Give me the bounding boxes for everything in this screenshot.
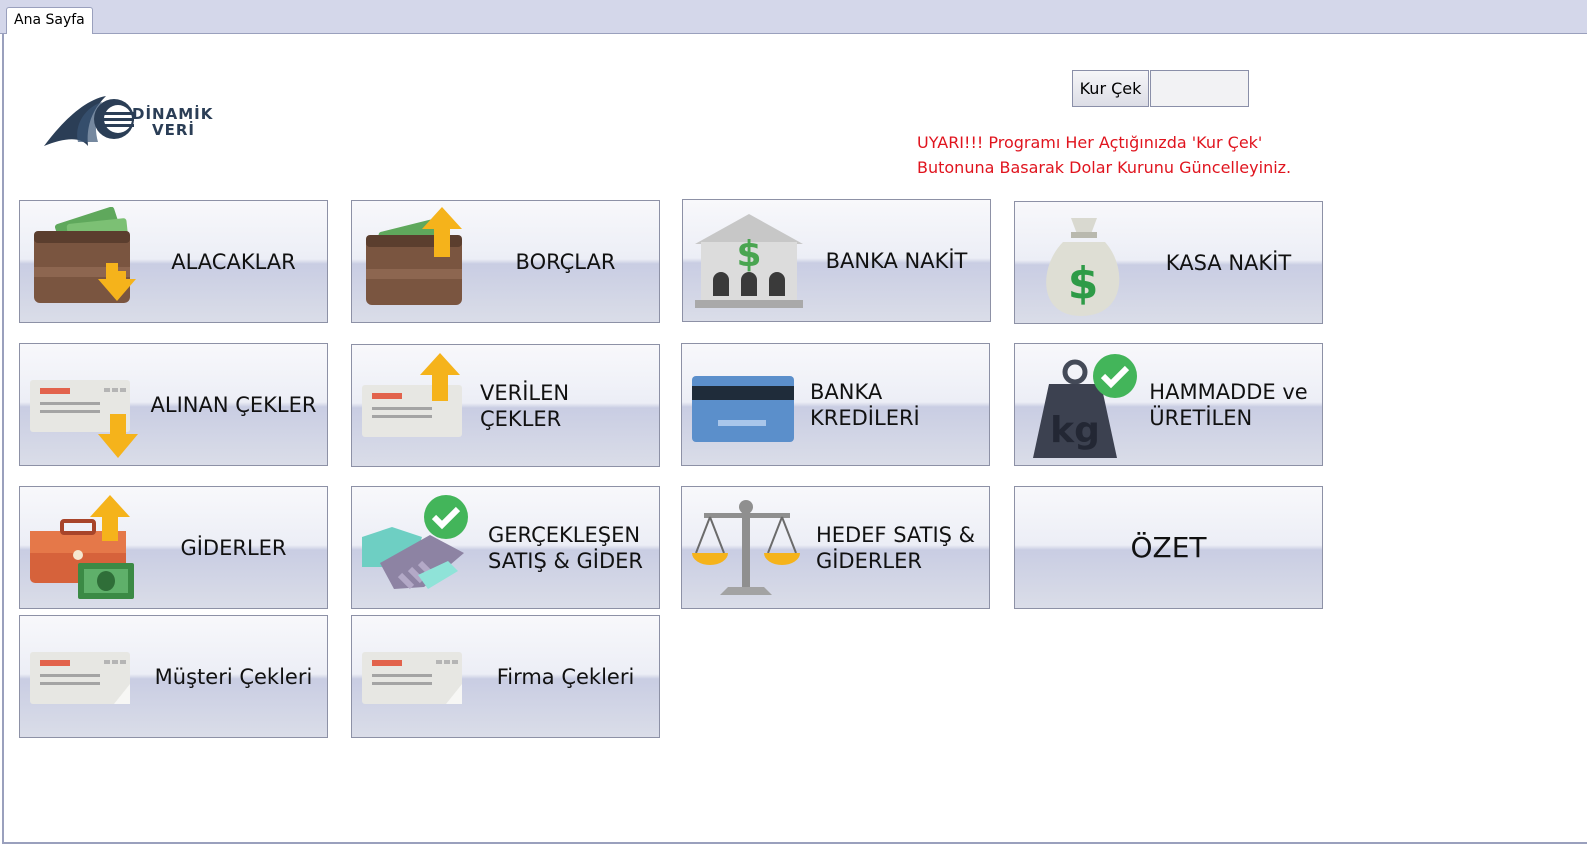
cheque-icon <box>28 622 148 734</box>
tile-hedef-line2: GİDERLER <box>815 548 922 573</box>
svg-text:$: $ <box>1067 258 1099 309</box>
tile-hammadde-label <box>1143 344 1314 465</box>
cheque-out-icon <box>360 351 480 463</box>
tile-giderler-label: GİDERLER <box>180 535 287 560</box>
tile-hammadde-line1: HAMMADDE ve <box>1149 379 1308 404</box>
tab-bar <box>0 0 1587 34</box>
tile-alinan-cekler[interactable] <box>19 343 328 466</box>
kur-value-input[interactable] <box>1150 70 1249 107</box>
svg-text:kg: kg <box>1050 410 1100 451</box>
tile-borclar[interactable] <box>351 200 660 323</box>
tile-musteri-cekleri[interactable] <box>19 615 328 738</box>
tile-hedef[interactable] <box>681 486 990 609</box>
dinamik-veri-logo <box>44 92 226 150</box>
tile-gerceklesen[interactable] <box>351 486 660 609</box>
logo-line2: VERİ <box>152 121 195 139</box>
rate-warning <box>917 130 1337 180</box>
wallet-out-icon <box>360 207 480 319</box>
bank-icon <box>691 206 811 318</box>
kur-cek-button[interactable]: Kur Çek <box>1072 70 1149 107</box>
wallet-in-icon <box>28 207 148 319</box>
tile-hammadde-line2: ÜRETİLEN <box>1149 405 1253 430</box>
handshake-icon <box>360 493 480 605</box>
tile-banka-nakit[interactable] <box>682 199 991 322</box>
tile-gerceklesen-label <box>480 487 651 608</box>
tile-alinan-cekler-label: ALINAN ÇEKLER <box>150 392 317 417</box>
tile-ozet[interactable] <box>1014 486 1323 609</box>
tile-alacaklar[interactable] <box>19 200 328 323</box>
tile-banka-kredileri-label: BANKA KREDİLERİ <box>810 379 920 430</box>
logo-mark-icon <box>44 92 144 150</box>
tile-verilen-cekler-label: VERİLEN ÇEKLER <box>480 380 570 431</box>
cheque-icon <box>360 622 480 734</box>
briefcase-money-icon <box>28 493 148 605</box>
logo-line1: DİNAMİK <box>132 105 214 123</box>
tile-hedef-line1: HEDEF SATIŞ & <box>815 522 976 547</box>
svg-text:$: $ <box>736 234 762 275</box>
tile-kasa-nakit[interactable] <box>1014 201 1323 324</box>
tile-banka-nakit-label: BANKA NAKİT <box>825 248 968 273</box>
rate-warning-line2: Butonuna Basarak Dolar Kurunu Güncelleyiniz. <box>917 158 1292 177</box>
tile-firma-cekleri[interactable] <box>351 615 660 738</box>
tile-gerceklesen-line1: GERÇEKLEŞEN <box>487 522 641 547</box>
tile-ozet-label: ÖZET <box>1130 530 1207 564</box>
tile-hedef-label <box>810 487 981 608</box>
tile-firma-cekleri-label: Firma Çekleri <box>496 664 635 689</box>
rate-warning-line1: UYARI!!! Programı Her Açtığınızda 'Kur Çek' <box>917 133 1263 152</box>
tile-borclar-label: BORÇLAR <box>515 249 616 274</box>
tile-kasa-nakit-label: KASA NAKİT <box>1165 250 1292 275</box>
tile-verilen-cekler[interactable] <box>351 344 660 467</box>
tile-gerceklesen-line2: SATIŞ & GİDER <box>487 548 644 573</box>
tile-banka-kredileri[interactable] <box>681 343 990 466</box>
tile-musteri-cekleri-label: Müşteri Çekleri <box>154 664 313 689</box>
money-bag-icon <box>1023 208 1143 320</box>
scale-icon <box>690 493 810 605</box>
tab-ana-sayfa[interactable]: Ana Sayfa <box>6 7 93 34</box>
credit-card-icon <box>690 350 810 462</box>
tile-hammadde[interactable] <box>1014 343 1323 466</box>
weight-icon <box>1023 350 1143 462</box>
tile-alacaklar-label: ALACAKLAR <box>171 249 296 274</box>
tile-giderler[interactable] <box>19 486 328 609</box>
cheque-in-icon <box>28 350 148 462</box>
logo-wordmark <box>132 106 213 138</box>
